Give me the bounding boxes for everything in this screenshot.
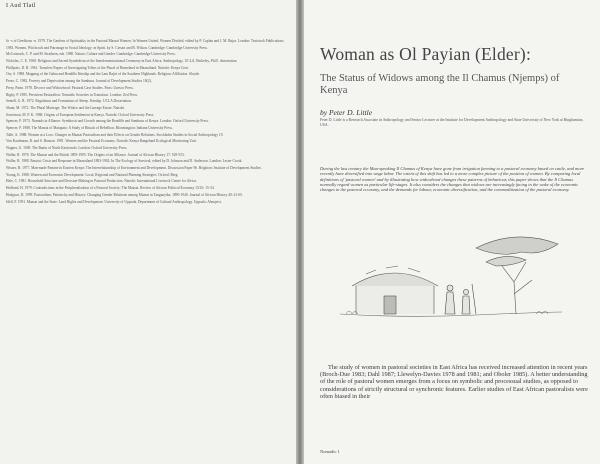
reference-entry: Waller, R. 1976. The Maasai and the British 1895-1905: The Origins of an Alliance. Journal of African History 17: 529-553. bbox=[6, 152, 185, 157]
reference-entry: Ory, S. 1988. Mapping of the Gabra and Rendille Kinship and the Lam Bajiri of the Southern Highlands. Religious Affiliation. Sloyde. bbox=[6, 72, 200, 77]
author-byline: by Peter D. Little bbox=[320, 108, 373, 117]
reference-entry: 1983. Women, Witchcraft and Patronage in Social Ideology: in Spirit. by S. Ciesari and B. Wilson. Cambridge: Cambridge University Press. bbox=[6, 45, 208, 50]
book-gutter bbox=[296, 0, 304, 464]
reference-entry: Hodgson, D. 1999. Pastoralism, Patriarchy and History: Changing Gender Relations among Maasai in Tanganyika, 1890-1940. Journal of African History 40: 41-65. bbox=[6, 192, 243, 197]
reference-entry: Shunt, M. 1972. The Plural Marriage: The Widow and the Lineage Estate. Nairobi. bbox=[6, 105, 126, 110]
page-footer: Nomadic 1 bbox=[320, 449, 340, 454]
reference-entry: Idell, F. 1991. Maasai and the State: Land Rights and Development. University of Uppsala, Department of Cultural Anthropology. Uppsala: Almqvist. bbox=[6, 199, 222, 204]
abstract: During the last century the Maa-speaking Il Chamus of Kenya have gone from irrigation farming to a pastoral economy based on cattle, and more recently have diversified into wage labor. The extent of this shift has led to a more complex picture of the position of women. By comparing local definitions of 'pastoral women' and by illustrating how widowhood changes these patterns of behaviour, this paper shows that the Il Chamus normally regard women as particular life-stages. It also considers the changes that widows are increasingly facing in the wake of the economic changes in the pastoral economy, and the demands for labour, economic diversification, and the commoditization of the pastoral economy. bbox=[320, 166, 585, 193]
reference-entry: Sentell, G. R. 1972. Regulation and Formations of Sheep. Kinship. UCLA Dissertation. bbox=[6, 99, 132, 104]
reference-entry: Rigby, P. 1985. Persistent Pastoralists: Nomadic Societies in Transition. London: Zed Press. bbox=[6, 92, 138, 97]
reference-entry: Talle, A. 1988. Women at a Loss: Changes in Maasai Pastoralism and their Effects on Gender Relations. Stockholm Studies in Social Anthropology 19. bbox=[6, 132, 224, 137]
reference-entry: McCormack, C. P. and M. Strathern, eds. 1980. Nature, Culture and Gender. Cambridge: Cambridge University Press. bbox=[6, 52, 176, 57]
article-title: Woman as Ol Payian (Elder): bbox=[320, 44, 532, 64]
reference-entry: Nicholas, C. E. 1968. Religious and Sacred Symbolism of the Interdenominational Ceremony in East Africa. Anthropology. UCLA, Berkeley, Ph.D. dissertation. bbox=[6, 59, 238, 64]
reference-entry: Spencer, P. 1988. The Maasai of Matapato: A Study of Rituals of Rebellion. Bloomington: Indiana University Press. bbox=[6, 125, 173, 130]
reference-entry: Jo -s of Geeditons -n. 1979. The Gardens of Spirituality in the Pastoral Maasai Women. In Women United, Women Divided, edited by P. Caplan and J. M. Bujra. London: Tavistock Publications. bbox=[6, 39, 285, 43]
reference-entry: Wagner, G. 1949. The Bantu of North Kavirondo. London: Oxford University Press. bbox=[6, 146, 128, 150]
hut bbox=[352, 266, 438, 314]
reference-entry: Perez, C. 1982. Poverty and Deprivation among the Samburu. Journal of Development Studies 18(2). bbox=[6, 79, 152, 84]
people-figures bbox=[445, 284, 476, 314]
reference-entry: Young, K. 1988. Women and Economic Development: Local, Regional and National Planning Strategies. Oxford: Berg. bbox=[6, 172, 179, 177]
acacia-tree bbox=[476, 237, 558, 314]
reference-entry: Waller, R. 1988. Emutai: Crisis and Response in Maasailand 1883-1902. In The Ecology of Survival, edited by D. Johnson and D. Anderson. London: Lester Crook. bbox=[6, 159, 243, 164]
reference-entry: Perry, Parin. 1978. Divorce and Widowhood: Pastoral Case Studies. Paris: Unesco Press. bbox=[6, 85, 134, 90]
reference-entry: Wisner, B. 1977. Man-made Famine in Eastern Kenya: The Interrelationship of Environment and Development. Discussion Paper 96. Brighton: Institute of Development Studies. bbox=[6, 166, 262, 171]
reference-entry: Sorrenson, M. P. K. 1968. Origins of European Settlement in Kenya. Nairobi: Oxford University Press. bbox=[6, 112, 155, 117]
reference-entry: Hedlund, H. 1979. Contradictions in the Peripheralization of a Pastoral Society: The Maasai. Review of African Political Economy 15/16: 15-34. bbox=[6, 186, 215, 191]
reference-entry: Hale, C. 1981. Household Structure and Decision-Making in Pastoral Production. Nairobi: International Livestock Centre for Africa. bbox=[6, 179, 197, 184]
reference-entry: Von Kaufmann, R. and S. Hanson. 1981. Women and the Pastoral Economy. Nairobi: Kenya Rangeland Ecological Monitoring Unit. bbox=[6, 139, 197, 144]
line-drawing-illustration bbox=[326, 222, 576, 338]
body-paragraph: The study of women in pastoral societies in East Africa has received increased attention in recent years (Broch-Due 1983; Dahl 1987; Llewelyn-Davies 1978 and 1981; and Oboler 1985). A better understanding of the role of pastoral women emerges from a focus on symbolic and processual studies, as opposed to considerations of strictly structural or synchronic features. Earlier studies of East African pastoralists were often biased in their bbox=[320, 364, 588, 400]
right-page bbox=[304, 0, 600, 464]
reference-entry: Phillpotts, D. R. 1961. Transfers Papers of Investigating Tribes of the Plural of Homeland in Maasailand. Nairobi: Kenya Govt. bbox=[6, 65, 190, 70]
reference-list bbox=[6, 38, 288, 205]
running-head: I Aud Tlatl bbox=[6, 3, 36, 9]
reference-entry: Spencer, P. 1973. Nomads in Alliance: Symbiosis and Growth among the Rendille and Samburu of Kenya. London: Oxford University Press. bbox=[6, 119, 209, 124]
author-affiliation: Peter D. Little is a Research Associate in Anthropology and Senior Lecturer at the Institute for Development Anthropology and State University of New York at Binghamton, USA. bbox=[320, 118, 584, 127]
article-subtitle: The Status of Widows among the Il Chamus (Njemps) of Kenya bbox=[320, 73, 560, 96]
left-page bbox=[0, 0, 296, 464]
